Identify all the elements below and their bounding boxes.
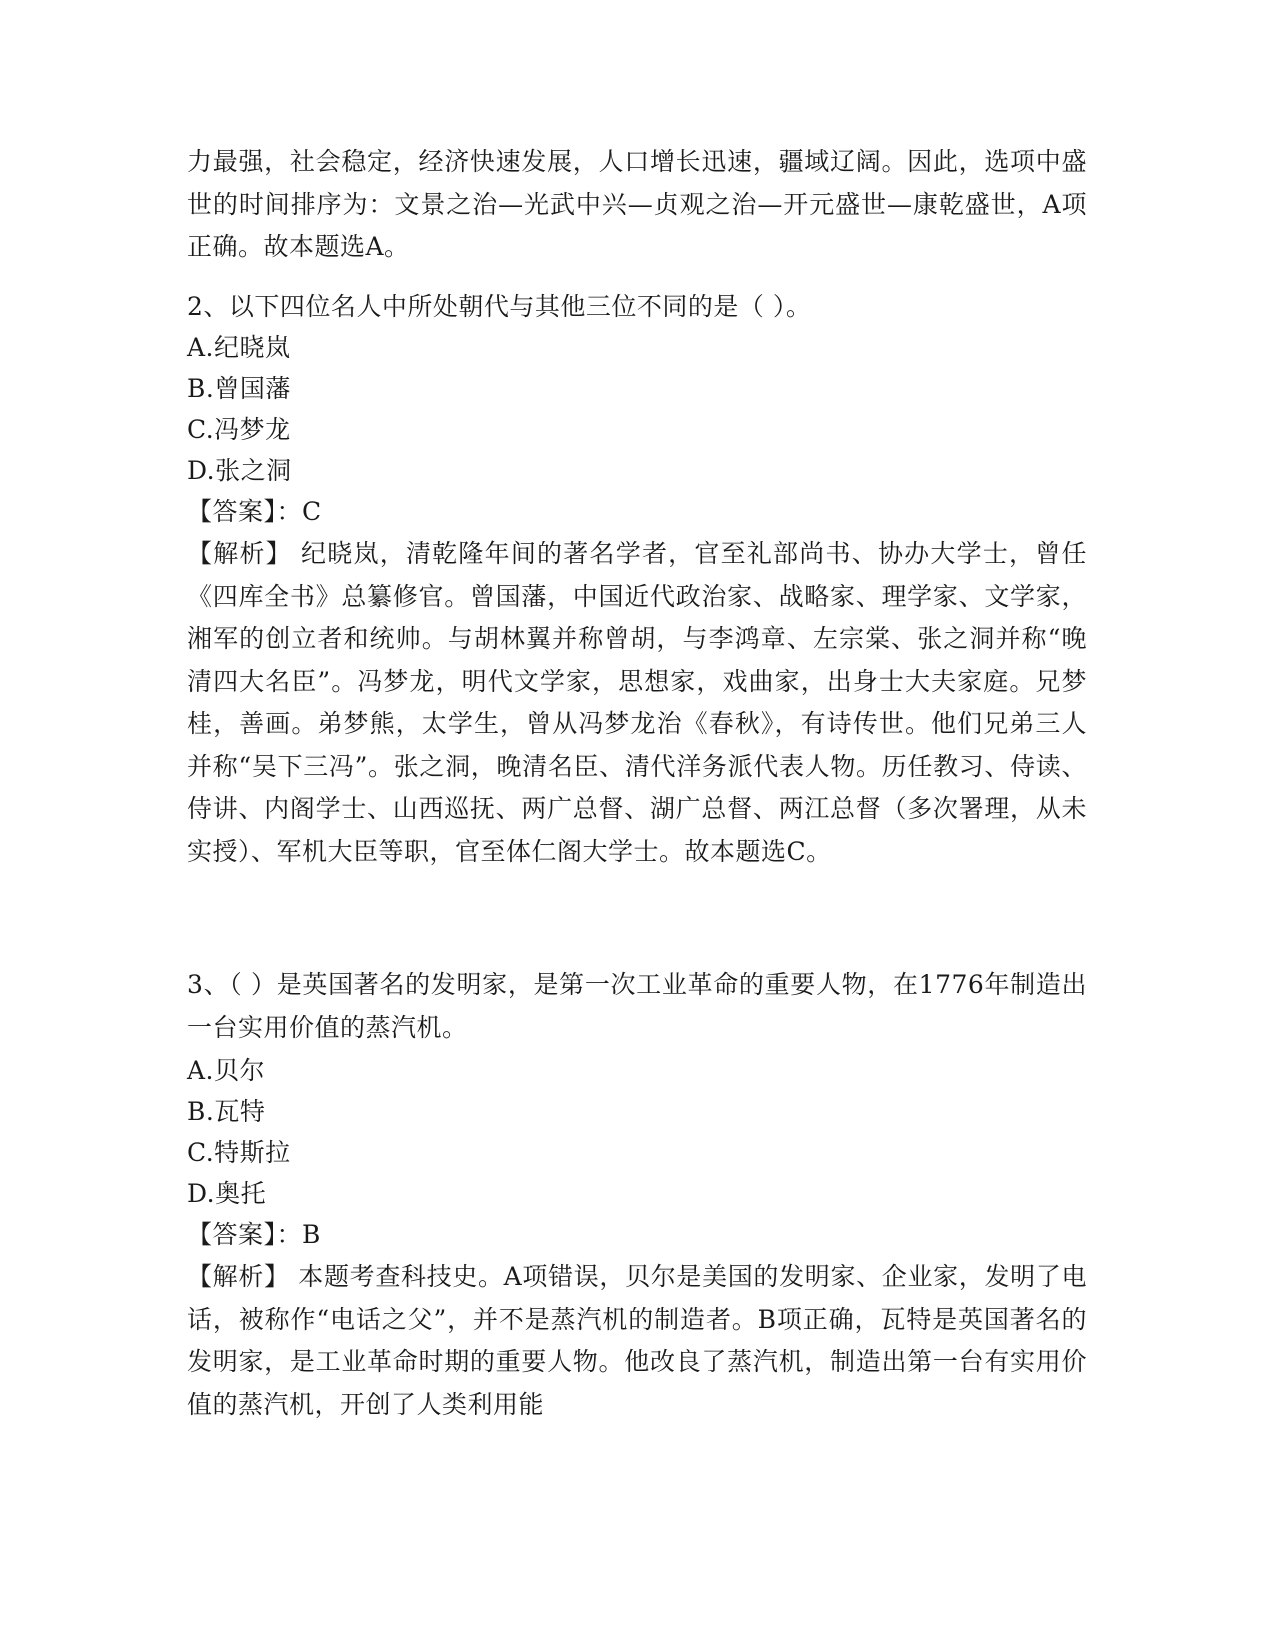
question-2-stem: 2、以下四位名人中所处朝代与其他三位不同的是（ ）。	[187, 292, 812, 321]
question-2-answer: 【答案】：C	[187, 497, 322, 526]
question-3-stem: 3、（ ）是英国著名的发明家，是第一次工业革命的重要人物，在1776年制造出一台实用价值的蒸汽机。	[187, 970, 1087, 1042]
question-3-option-d: D.奥托	[187, 1179, 267, 1208]
question-3-option-a: A.贝尔	[187, 1056, 266, 1085]
question-2-option-c: C.冯梦龙	[187, 415, 291, 444]
question-2-option-b: B.曾国藩	[187, 374, 291, 403]
question-3-answer: 【答案】：B	[187, 1220, 321, 1249]
question-3-option-b: B.瓦特	[187, 1097, 266, 1126]
question-2-option-d: D.张之洞	[187, 456, 292, 485]
question-3-analysis: 【解析】 本题考查科技史。A项错误，贝尔是美国的发明家、企业家，发明了电话，被称作“电话之父”，并不是蒸汽机的制造者。B项正确，瓦特是英国著名的发明家，是工业革命时期的重要人物。他改良了蒸汽机，制造出第一台有实用价值的蒸汽机，开创了人类利用能	[187, 1262, 1087, 1419]
question-3-option-c: C.特斯拉	[187, 1138, 291, 1167]
question-2-analysis: 【解析】 纪晓岚，清乾隆年间的著名学者，官至礼部尚书、协办大学士，曾任《四库全书》总纂修官。曾国藩，中国近代政治家、战略家、理学家、文学家，湘军的创立者和统帅。与胡林翼并称曾胡，与李鸿章、左宗棠、张之洞并称“晚清四大名臣”。冯梦龙，明代文学家，思想家，戏曲家，出身士大夫家庭。兄梦桂，善画。弟梦熊，太学生，曾从冯梦龙治《春秋》，有诗传世。他们兄弟三人并称“吴下三冯”。张之洞，晚清名臣、清代洋务派代表人物。历任教习、侍读、侍讲、内阁学士、山西巡抚、两广总督、湖广总督、两江总督（多次署理，从未实授）、军机大臣等职，官至体仁阁大学士。故本题选C。	[187, 539, 1087, 866]
previous-analysis-continuation: 力最强，社会稳定，经济快速发展，人口增长迅速，疆域辽阔。因此，选项中盛世的时间排序为：文景之治—光武中兴—贞观之治—开元盛世—康乾盛世，A项正确。故本题选A。	[187, 147, 1087, 261]
question-2-option-a: A.纪晓岚	[187, 333, 291, 362]
